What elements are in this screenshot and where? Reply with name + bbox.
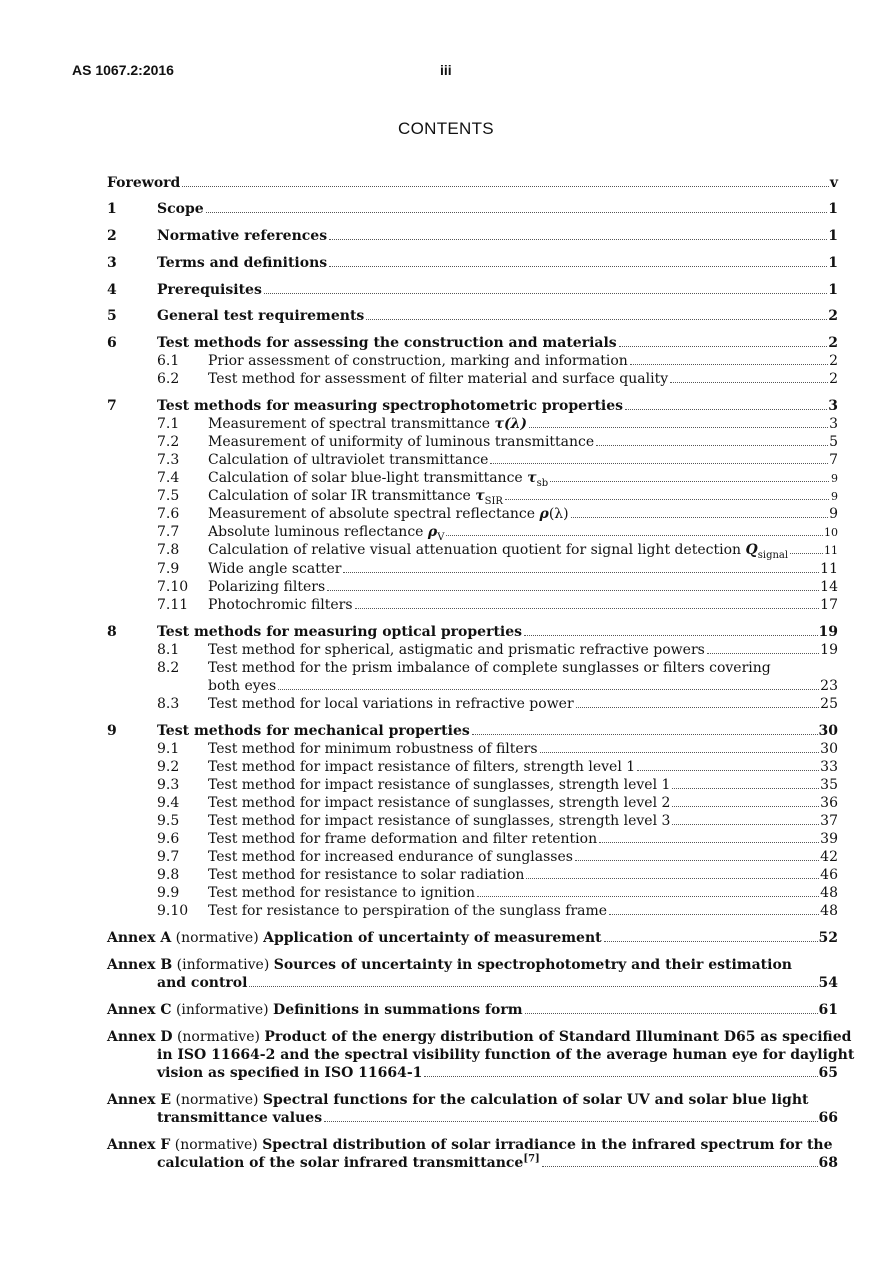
subsection-number: 8.3: [157, 696, 180, 712]
toc-entry-title: Annex F (normative) Spectral distribution of solar irradiance in the infrared spectrum for the: [107, 1137, 833, 1153]
section-number: 5: [107, 308, 117, 324]
section-number: 8: [107, 624, 117, 640]
dot-leader: [672, 805, 819, 807]
dot-leader: [249, 985, 817, 987]
subsection-number: 7.1: [157, 416, 180, 432]
toc-entry-title: Calculation of solar IR transmittance $\tau_{SIR}$: [208, 488, 503, 507]
toc-page-number: 33: [820, 759, 838, 775]
dot-leader: [324, 1120, 817, 1122]
toc-page-number: 11: [820, 561, 838, 577]
subsection-number: 7.5: [157, 488, 180, 504]
toc-entry-7-3[interactable]: [107, 451, 838, 469]
toc-entry-title: Test method for assessment of filter material and surface quality: [208, 371, 669, 387]
toc-entry-annex-f-cont[interactable]: [107, 1154, 838, 1172]
toc-entry-annex-e-cont[interactable]: [107, 1109, 838, 1127]
toc-entry-9-7[interactable]: [107, 848, 838, 866]
toc-entry-annex-d[interactable]: [107, 1028, 852, 1046]
section-number: 6: [107, 335, 117, 351]
toc-entry-title: Calculation of relative visual attenuation quotient for signal light detection $Q_{signal}$: [208, 542, 789, 561]
toc-entry-title: Test method for impact resistance of sunglasses, strength level 3: [208, 813, 671, 829]
toc-entry-8-2-cont[interactable]: [107, 677, 838, 695]
toc-page-number: 48: [820, 885, 838, 901]
section-number: 3: [107, 255, 117, 271]
toc-entry-title: Test methods for assessing the construction and materials: [157, 335, 617, 351]
toc-page-number: 3: [828, 398, 838, 414]
toc-entry-9-8[interactable]: [107, 866, 838, 884]
toc-entry-6-1[interactable]: [107, 352, 838, 370]
toc-entry-title-continued: both eyes: [208, 678, 277, 694]
toc-entry-7-6[interactable]: [107, 505, 838, 523]
toc-page-number: 14: [820, 579, 838, 595]
toc-entry-8-2[interactable]: [107, 659, 838, 677]
toc-entry-7-4[interactable]: [107, 469, 838, 487]
dot-leader: [529, 426, 828, 428]
toc-page-number: 2: [829, 353, 838, 369]
dot-leader: [707, 652, 819, 654]
toc-entry-title: Annex A (normative) Application of uncertainty of measurement: [107, 930, 602, 946]
toc-entry-title: Calculation of ultraviolet transmittance: [208, 452, 489, 468]
dot-leader: [524, 634, 817, 636]
dot-leader: [619, 345, 828, 347]
toc-page-number: 9: [831, 472, 838, 485]
toc-entry-annex-a[interactable]: [107, 929, 838, 947]
section-number: 2: [107, 228, 117, 244]
toc-page-number: 36: [820, 795, 838, 811]
subscript: signal: [757, 549, 789, 561]
toc-entry-title: Test method for frame deformation and filter retention: [208, 831, 598, 847]
dot-leader: [596, 444, 828, 446]
toc-entry-title: Test method for impact resistance of sunglasses, strength level 2: [208, 795, 671, 811]
dot-leader: [672, 787, 819, 789]
toc-entry-annex-d-cont-1[interactable]: [107, 1046, 855, 1064]
toc-page-number: 25: [820, 696, 838, 712]
reference-marker: [7]: [523, 1153, 540, 1165]
toc-entry-title: Polarizing filters: [208, 579, 326, 595]
dot-leader: [542, 1165, 818, 1167]
subsection-number: 9.6: [157, 831, 180, 847]
subsection-number: 9.2: [157, 759, 180, 775]
toc-entry-annex-c[interactable]: [107, 1001, 838, 1019]
section-number: 9: [107, 723, 117, 739]
dot-leader: [575, 859, 819, 861]
dot-leader: [540, 751, 820, 753]
toc-page-number: 42: [820, 849, 838, 865]
toc-page-number: 3: [829, 416, 838, 432]
toc-page-number: 11: [824, 544, 838, 557]
dot-leader: [490, 462, 828, 464]
subsection-number: 7.2: [157, 434, 180, 450]
dot-leader: [264, 292, 827, 294]
standard-designation: AS 1067.2:2016: [72, 62, 174, 78]
subsection-number: 9.1: [157, 741, 180, 757]
subsection-number: 9.7: [157, 849, 180, 865]
toc-entry-annex-e[interactable]: [107, 1091, 838, 1109]
dot-leader: [625, 408, 827, 410]
symbol-tau-lambda: τ(λ): [494, 416, 528, 432]
toc-page-number: 54: [818, 975, 838, 991]
toc-entry-title: Test method for resistance to ignition: [208, 885, 475, 901]
dot-leader: [604, 940, 818, 942]
dot-leader: [526, 877, 819, 879]
toc-entry-7-1[interactable]: [107, 415, 838, 433]
toc-entry-9-3[interactable]: [107, 776, 838, 794]
toc-page-number: 1: [828, 282, 838, 298]
toc-entry-7-2[interactable]: [107, 433, 838, 451]
dot-leader: [206, 211, 828, 213]
toc-entry-7-9[interactable]: [107, 560, 838, 578]
subsection-number: 7.4: [157, 470, 180, 486]
toc-entry-title: Scope: [157, 201, 204, 217]
subscript: sb: [536, 477, 549, 489]
toc-entry-8-3[interactable]: [107, 695, 838, 713]
toc-entry-9-5[interactable]: [107, 812, 838, 830]
page-number: iii: [440, 62, 452, 78]
toc-entry-7-11[interactable]: [107, 596, 838, 614]
toc-entry-9-1[interactable]: [107, 740, 838, 758]
toc-page-number: 5: [829, 434, 838, 450]
toc-entry-title: Wide angle scatter: [208, 561, 342, 577]
toc-entry-annex-b-cont[interactable]: [107, 974, 838, 992]
subsection-number: 8.2: [157, 660, 180, 676]
dot-leader: [329, 265, 827, 267]
toc-entry-section-4[interactable]: [107, 281, 838, 299]
toc-page-number: 46: [820, 867, 838, 883]
toc-entry-title: Annex B (informative) Sources of uncertainty in spectrophotometry and their estimation: [107, 957, 792, 973]
toc-entry-title: Prior assessment of construction, marking and information: [208, 353, 628, 369]
toc-entry-title: Test methods for measuring optical properties: [157, 624, 523, 640]
section-number: 4: [107, 282, 117, 298]
toc-entry-9-2[interactable]: [107, 758, 838, 776]
toc-page-number: 7: [829, 452, 838, 468]
toc-page-number: 1: [828, 228, 838, 244]
dot-leader: [472, 733, 818, 735]
toc-entry-6-2[interactable]: [107, 370, 838, 388]
toc-entry-title: Test method for resistance to solar radiation: [208, 867, 525, 883]
toc-entry-title-continued: vision as specified in ISO 11664-1: [157, 1065, 423, 1081]
subsection-number: 7.11: [157, 597, 189, 613]
dot-leader: [790, 552, 823, 554]
symbol-tau: τ: [527, 470, 537, 486]
toc-entry-title: Test method for local variations in refractive power: [208, 696, 574, 712]
dot-leader: [329, 238, 827, 240]
toc-entry-annex-d-cont-2[interactable]: [107, 1064, 838, 1082]
subsection-number: 7.9: [157, 561, 180, 577]
toc-entry-title: Terms and definitions: [157, 255, 328, 271]
toc-entry-title: Test methods for measuring spectrophotometric properties: [157, 398, 624, 414]
subsection-number: 7.3: [157, 452, 180, 468]
contents-title: CONTENTS: [398, 119, 494, 138]
toc-entry-title: Measurement of spectral transmittance τ(λ): [208, 416, 528, 432]
toc-entry-9-4[interactable]: [107, 794, 838, 812]
subscript: V: [437, 531, 445, 543]
toc-page-number: 30: [818, 723, 838, 739]
subsection-number: 7.10: [157, 579, 189, 595]
toc-entry-7-5[interactable]: [107, 487, 838, 505]
toc-page-number: 35: [820, 777, 838, 793]
toc-entry-title: Annex C (informative) Definitions in summations form: [107, 1002, 523, 1018]
toc-entry-title: Test method for impact resistance of sunglasses, strength level 1: [208, 777, 671, 793]
toc-entry-9-9[interactable]: [107, 884, 838, 902]
toc-entry-title: General test requirements: [157, 308, 365, 324]
toc-entry-title: Test method for minimum robustness of filters: [208, 741, 538, 757]
subscript: SIR: [484, 495, 503, 507]
dot-leader: [505, 498, 829, 500]
toc-entry-title: Test method for the prism imbalance of complete sunglasses or filters covering: [208, 660, 771, 676]
toc-entry-foreword[interactable]: [107, 174, 838, 192]
toc-entry-title: Calculation of solar blue-light transmittance $\tau_{sb}$: [208, 470, 549, 489]
toc-page-number: 52: [818, 930, 838, 946]
toc-entry-title-continued: in ISO 11664-2 and the spectral visibility function of the average human eye for daylight: [157, 1047, 855, 1063]
subsection-number: 9.10: [157, 903, 189, 919]
dot-leader: [327, 589, 819, 591]
dot-leader: [424, 1075, 817, 1077]
subsection-number: 9.4: [157, 795, 180, 811]
subsection-number: 9.9: [157, 885, 180, 901]
dot-leader: [477, 895, 819, 897]
toc-entry-title: Foreword: [107, 175, 181, 191]
toc-entry-annex-b[interactable]: [107, 956, 838, 974]
toc-entry-section-3[interactable]: [107, 254, 838, 272]
toc-entry-title: Test method for increased endurance of sunglasses: [208, 849, 573, 865]
toc-page-number: 10: [824, 526, 838, 539]
subsection-number: 8.1: [157, 642, 180, 658]
toc-entry-title: Photochromic filters: [208, 597, 353, 613]
toc-entry-title: Prerequisites: [157, 282, 262, 298]
toc-entry-title: Normative references: [157, 228, 328, 244]
toc-page-number: 2: [829, 371, 838, 387]
toc-page-number: 9: [829, 506, 838, 522]
toc-page-number: 66: [818, 1110, 838, 1126]
subsection-number: 9.3: [157, 777, 180, 793]
toc-entry-section-5[interactable]: [107, 307, 838, 325]
toc-entry-section-2[interactable]: [107, 227, 838, 245]
dot-leader: [525, 1012, 818, 1014]
toc-page-number: 19: [818, 624, 838, 640]
toc-entry-title: Test methods for mechanical properties: [157, 723, 470, 739]
toc-entry-9-6[interactable]: [107, 830, 838, 848]
toc-entry-section-6[interactable]: [107, 334, 838, 352]
section-number: 7: [107, 398, 117, 414]
toc-page-number: v: [829, 175, 838, 191]
toc-entry-title-continued: transmittance values: [157, 1110, 323, 1126]
toc-page-number: 61: [818, 1002, 838, 1018]
toc-page-number: 65: [818, 1065, 838, 1081]
symbol-tau: τ: [475, 488, 485, 504]
dot-leader: [576, 706, 820, 708]
symbol-rho: ρ: [539, 506, 549, 522]
dot-leader: [609, 913, 819, 915]
toc-entry-title-continued: calculation of the solar infrared transmittance[7]: [157, 1153, 540, 1171]
dot-leader: [630, 363, 828, 365]
toc-entry-8-1[interactable]: [107, 641, 838, 659]
dot-leader: [550, 480, 829, 482]
toc-entry-title: Measurement of uniformity of luminous transmittance: [208, 434, 595, 450]
subsection-number: 9.8: [157, 867, 180, 883]
toc-entry-title: Test for resistance to perspiration of the sunglass frame: [208, 903, 608, 919]
dot-leader: [637, 769, 819, 771]
toc-entry-9-10[interactable]: [107, 902, 838, 920]
toc-page-number: 9: [831, 490, 838, 503]
toc-entry-section-1[interactable]: [107, 200, 838, 218]
subsection-number: 9.5: [157, 813, 180, 829]
subsection-number: 7.7: [157, 524, 180, 540]
subsection-number: 7.8: [157, 542, 180, 558]
dot-leader: [670, 381, 828, 383]
dot-leader: [278, 688, 819, 690]
dot-leader: [571, 516, 828, 518]
dot-leader: [599, 841, 819, 843]
symbol-q: Q: [745, 542, 758, 558]
toc-entry-7-7[interactable]: [107, 523, 838, 541]
toc-page-number: 19: [820, 642, 838, 658]
toc-entry-title: Test method for impact resistance of filters, strength level 1: [208, 759, 636, 775]
toc-entry-title: Test method for spherical, astigmatic and prismatic refractive powers: [208, 642, 705, 658]
toc-page-number: 2: [828, 335, 838, 351]
toc-page-number: 2: [828, 308, 838, 324]
toc-entry-title: Annex E (normative) Spectral functions for the calculation of solar UV and solar blue light: [107, 1092, 809, 1108]
toc-entry-title: Measurement of absolute spectral reflectance ρ(λ): [208, 506, 569, 522]
toc-page-number: 39: [820, 831, 838, 847]
dot-leader: [343, 571, 819, 573]
subsection-number: 7.6: [157, 506, 180, 522]
subsection-number: 6.1: [157, 353, 180, 369]
toc-page-number: 1: [828, 201, 838, 217]
section-number: 1: [107, 201, 117, 217]
dot-leader: [366, 318, 827, 320]
toc-page-number: 1: [828, 255, 838, 271]
toc-page-number: 30: [820, 741, 838, 757]
toc-entry-section-7[interactable]: [107, 397, 838, 415]
toc-page-number: 23: [820, 678, 838, 694]
toc-entry-7-10[interactable]: [107, 578, 838, 596]
toc-entry-title-continued: and control: [157, 975, 248, 991]
toc-entry-7-8[interactable]: [107, 541, 838, 559]
toc-entry-section-9[interactable]: [107, 722, 838, 740]
toc-entry-title: Absolute luminous reflectance $\rho_V$: [208, 524, 445, 543]
dot-leader: [355, 607, 820, 609]
toc-page-number: 17: [820, 597, 838, 613]
toc-page-number: 68: [818, 1155, 838, 1171]
toc-entry-title: Annex D (normative) Product of the energy distribution of Standard Illuminant D65 as specified: [107, 1029, 852, 1045]
toc-entry-section-8[interactable]: [107, 623, 838, 641]
toc-page-number: 48: [820, 903, 838, 919]
dot-leader: [446, 534, 823, 536]
subsection-number: 6.2: [157, 371, 180, 387]
dot-leader: [672, 823, 819, 825]
symbol-rho: ρ: [427, 524, 438, 540]
toc-entry-annex-f[interactable]: [107, 1136, 838, 1154]
toc-page-number: 37: [820, 813, 838, 829]
dot-leader: [182, 185, 829, 187]
